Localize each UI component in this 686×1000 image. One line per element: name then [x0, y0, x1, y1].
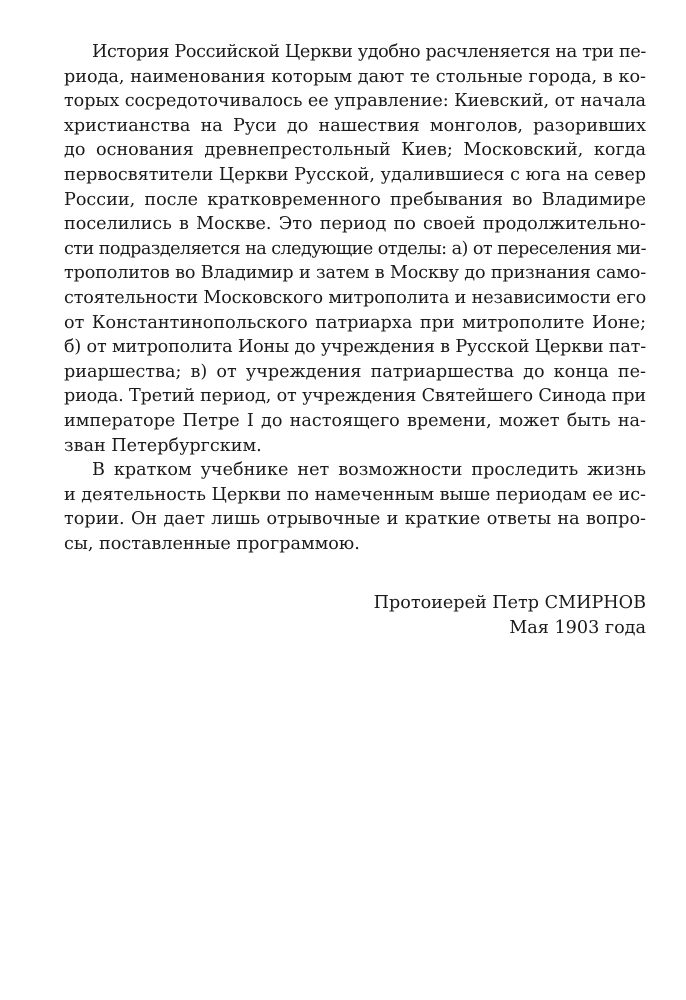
signature-date: Мая 1903 года: [509, 617, 646, 638]
text-line: первосвятители Церкви Русской, удалившиеся с юга на север: [64, 164, 646, 185]
text-line: зван Петербургским.: [64, 435, 262, 456]
text-line: В кратком учебнике нет возможности проследить жизнь: [92, 460, 646, 481]
text-line: б) от митрополита Ионы до учреждения в Русской Церкви пат-: [64, 337, 646, 358]
text-line: сти подразделяется на следующие отделы: а) от переселения ми-: [64, 238, 646, 259]
text-line: императоре Петре I до настоящего времени, может быть на-: [64, 410, 646, 431]
text-line: трополитов во Владимир и затем в Москву до признания само-: [64, 263, 647, 284]
paragraph-periods: [64, 40, 646, 458]
text-line: риода. Третий период, от учреждения Святейшего Синода при: [64, 386, 646, 407]
signature-author: Протоиерей Петр СМИРНОВ: [373, 593, 646, 613]
text-line: сы, поставленные программою.: [64, 533, 360, 554]
text-line: риода, наименования которым дают те стольные города, в ко-: [64, 66, 646, 87]
text-line: России, после кратковременного пребывания во Владимире: [64, 189, 646, 210]
text-line: тории. Он дает лишь отрывочные и краткие ответы на вопро-: [64, 509, 646, 530]
text-line: и деятельность Церкви по намеченным выше периодам ее ис-: [64, 484, 646, 505]
text-line: торых сосредоточивалось ее управление: Киевский, от начала: [64, 91, 646, 112]
text-line: до основания древнепрестольный Киев; Московский, когда: [64, 140, 646, 161]
text-line: стоятельности Московского митрополита и независимости его: [64, 287, 647, 308]
paragraph-textbook: [64, 458, 646, 556]
text-line: поселились в Москве. Это период по своей продолжительно-: [64, 214, 646, 235]
document-body: [64, 40, 646, 556]
text-line: риаршества; в) от учреждения патриаршества до конца пе-: [64, 361, 646, 382]
text-line: христианства на Руси до нашествия монголов, разоривших: [64, 115, 646, 136]
signature-block: [92, 591, 646, 640]
text-line: от Константинопольского патриарха при митрополите Ионе;: [64, 312, 646, 333]
text-line: История Российской Церкви удобно расчленяется на три пе-: [92, 42, 647, 62]
